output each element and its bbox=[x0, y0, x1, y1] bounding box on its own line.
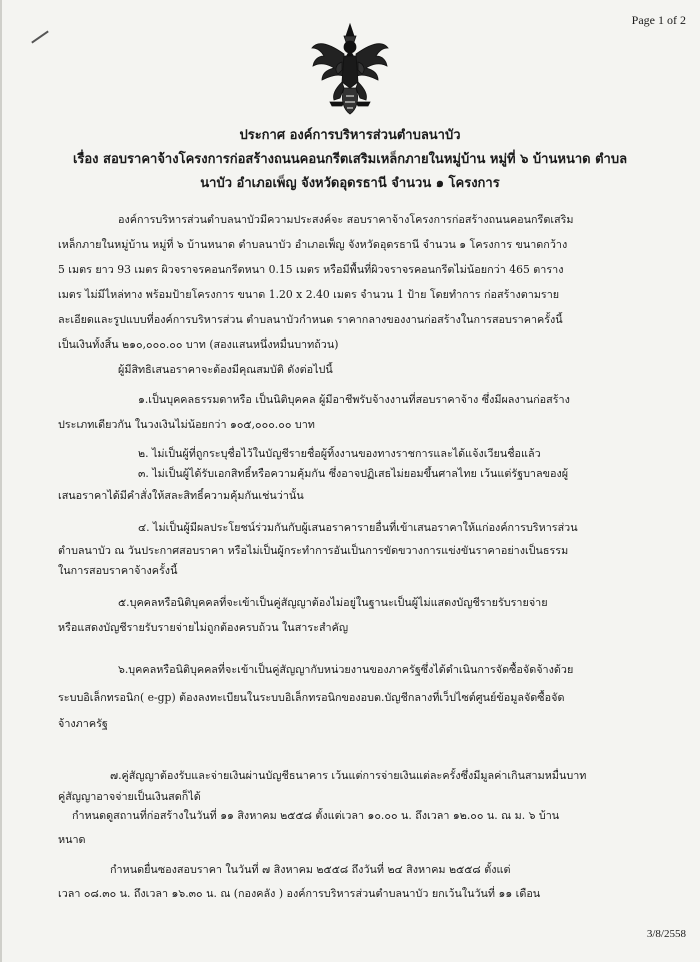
body-line: เสนอราคาได้มีคำสั่งให้สละสิทธิ์ความคุ้มกันเช่นว่านั้น bbox=[58, 489, 304, 502]
body-line: คู่สัญญาอาจจ่ายเป็นเงินสดก็ได้ bbox=[58, 790, 201, 803]
body-line: เมตร ไม่มีไหล่ทาง พร้อมป้ายโครงการ ขนาด 1.20 x 2.40 เมตร จำนวน 1 ป้าย โดยทำการ ก่อสร้างตามราย bbox=[58, 288, 560, 301]
body-line: ประเภทเดียวกัน ในวงเงินไม่น้อยกว่า ๑๐๕,๐๐๐.๐๐ บาท bbox=[58, 418, 315, 431]
body-line: ระบบอิเล็กทรอนิก( e-gp) ต้องลงทะเบียนในระบบอิเล็กทรอนิกของอบต.บัญชีกลางที่เว็ปไซต์ศูนย์ข้อมูลจัดซื้อจัด bbox=[58, 691, 565, 704]
body-line: เป็นเงินทั้งสิ้น ๒๑๐,๐๐๐.๐๐ บาท (สองแสนหนึ่งหมื่นบาทถ้วน) bbox=[58, 338, 339, 351]
body-line: ๖.บุคคลหรือนิติบุคคลที่จะเข้าเป็นคู่สัญญากับหน่วยงานของภาครัฐซึ่งได้ดำเนินการจัดซื้อจัดจ้างด้วย bbox=[118, 663, 574, 676]
body-line: ๕.บุคคลหรือนิติบุคคลที่จะเข้าเป็นคู่สัญญาต้องไม่อยู่ในฐานะเป็นผู้ไม่แสดงบัญชีรายรับรายจ่าย bbox=[118, 596, 548, 609]
body-line: 5 เมตร ยาว 93 เมตร ผิวจราจรคอนกรีตหนา 0.15 เมตร หรือมีพื้นที่ผิวจราจรคอนกรีตไม่น้อยกว่า 465 ตาราง bbox=[58, 263, 564, 276]
title-line-2: เรื่อง สอบราคาจ้างโครงการก่อสร้างถนนคอนกรีตเสริมเหล็กภายในหมู่บ้าน หมู่ที่ ๖ บ้านหนาด ตำบล bbox=[72, 152, 628, 167]
title-line-1: ประกาศ องค์การบริหารส่วนตำบลนาบัว bbox=[239, 128, 461, 143]
title-line-3: นาบัว อำเภอเพ็ญ จังหวัดอุดรธานี จำนวน ๑ โครงการ bbox=[200, 176, 500, 191]
body-line: หรือแสดงบัญชีรายรับรายจ่ายไม่ถูกต้องครบถ้วน ในสาระสำคัญ bbox=[58, 621, 349, 634]
body-line: กำหนดยื่นซองสอบราคา ในวันที่ ๗ สิงหาคม ๒๕๕๘ ถึงวันที่ ๒๔ สิงหาคม ๒๕๕๘ ตั้งแต่ bbox=[110, 863, 511, 876]
page-number: Page 1 of 2 bbox=[631, 13, 686, 27]
garuda-emblem-icon bbox=[310, 22, 390, 116]
footer-date: 3/8/2558 bbox=[646, 928, 686, 940]
body-line: องค์การบริหารส่วนตำบลนาบัวมีความประสงค์จะ สอบราคาจ้างโครงการก่อสร้างถนนคอนกรีตเสริม bbox=[118, 213, 574, 226]
body-line: ตำบลนาบัว ณ วันประกาศสอบราคา หรือไม่เป็นผู้กระทำการอันเป็นการขัดขวางการแข่งขันราคาอย่างเป็นธรรม bbox=[58, 544, 569, 557]
body-line: ๑.เป็นบุคคลธรรมดาหรือ เป็นนิติบุคคล ผู้มีอาชีพรับจ้างงานที่สอบราคาจ้าง ซึ่งมีผลงานก่อสร้าง bbox=[138, 393, 570, 406]
body-line: เวลา ๐๘.๓๐ น. ถึงเวลา ๑๖.๓๐ น. ณ (กองคลัง ) องค์การบริหารส่วนตำบลนาบัว ยกเว้นในวันที่ ๑๑ เดือน bbox=[58, 887, 541, 900]
body-line: ๗.คู่สัญญาต้องรับและจ่ายเงินผ่านบัญชีธนาคาร เว้นแต่การจ่ายเงินแต่ละครั้งซึ่งมีมูลค่าเกินสามหมื่นบาท bbox=[110, 769, 587, 782]
body-line: หนาด bbox=[58, 833, 86, 846]
scan-edge bbox=[0, 0, 2, 962]
body-line: ในการสอบราคาจ้างครั้งนี้ bbox=[58, 564, 178, 577]
body-line: เหล็กภายในหมู่บ้าน หมู่ที่ ๖ บ้านหนาด ตำบลนาบัว อำเภอเพ็ญ จังหวัดอุดรธานี จำนวน ๑ โครงการ ขนาดกว้าง bbox=[58, 238, 568, 251]
announcement-title bbox=[40, 124, 660, 196]
body-line: ๒. ไม่เป็นผู้ที่ถูกระบุชื่อไว้ในบัญชีรายชื่อผู้ทิ้งงานของทางราชการและได้แจ้งเวียนชื่อแล้ว bbox=[138, 447, 541, 460]
scan-artifact-mark bbox=[31, 30, 49, 43]
body-line: ผู้มีสิทธิเสนอราคาจะต้องมีคุณสมบัติ ดังต่อไปนี้ bbox=[118, 363, 333, 376]
body-line: กำหนดดูสถานที่ก่อสร้างในวันที่ ๑๑ สิงหาคม ๒๕๕๘ ตั้งแต่เวลา ๑๐.๐๐ น. ถึงเวลา ๑๒.๐๐ น. ณ ม. ๖ บ้าน bbox=[72, 809, 560, 822]
body-line: ๔. ไม่เป็นผู้มีผลประโยชน์ร่วมกันกับผู้เสนอราคารายอื่นที่เข้าเสนอราคาให้แก่องค์การบริหารส่วน bbox=[138, 521, 578, 534]
body-line: ละเอียดและรูปแบบที่องค์การบริหารส่วน ตำบลนาบัวกำหนด ราคากลางของงานก่อสร้างในการสอบราคาครั้งนี้ bbox=[58, 313, 563, 326]
body-line: ๓. ไม่เป็นผู้ได้รับเอกสิทธิ์หรือความคุ้มกัน ซึ่งอาจปฏิเสธไม่ยอมขึ้นศาลไทย เว้นแต่รัฐบาลของผู้ bbox=[138, 467, 569, 480]
body-line: จ้างภาครัฐ bbox=[58, 717, 108, 730]
